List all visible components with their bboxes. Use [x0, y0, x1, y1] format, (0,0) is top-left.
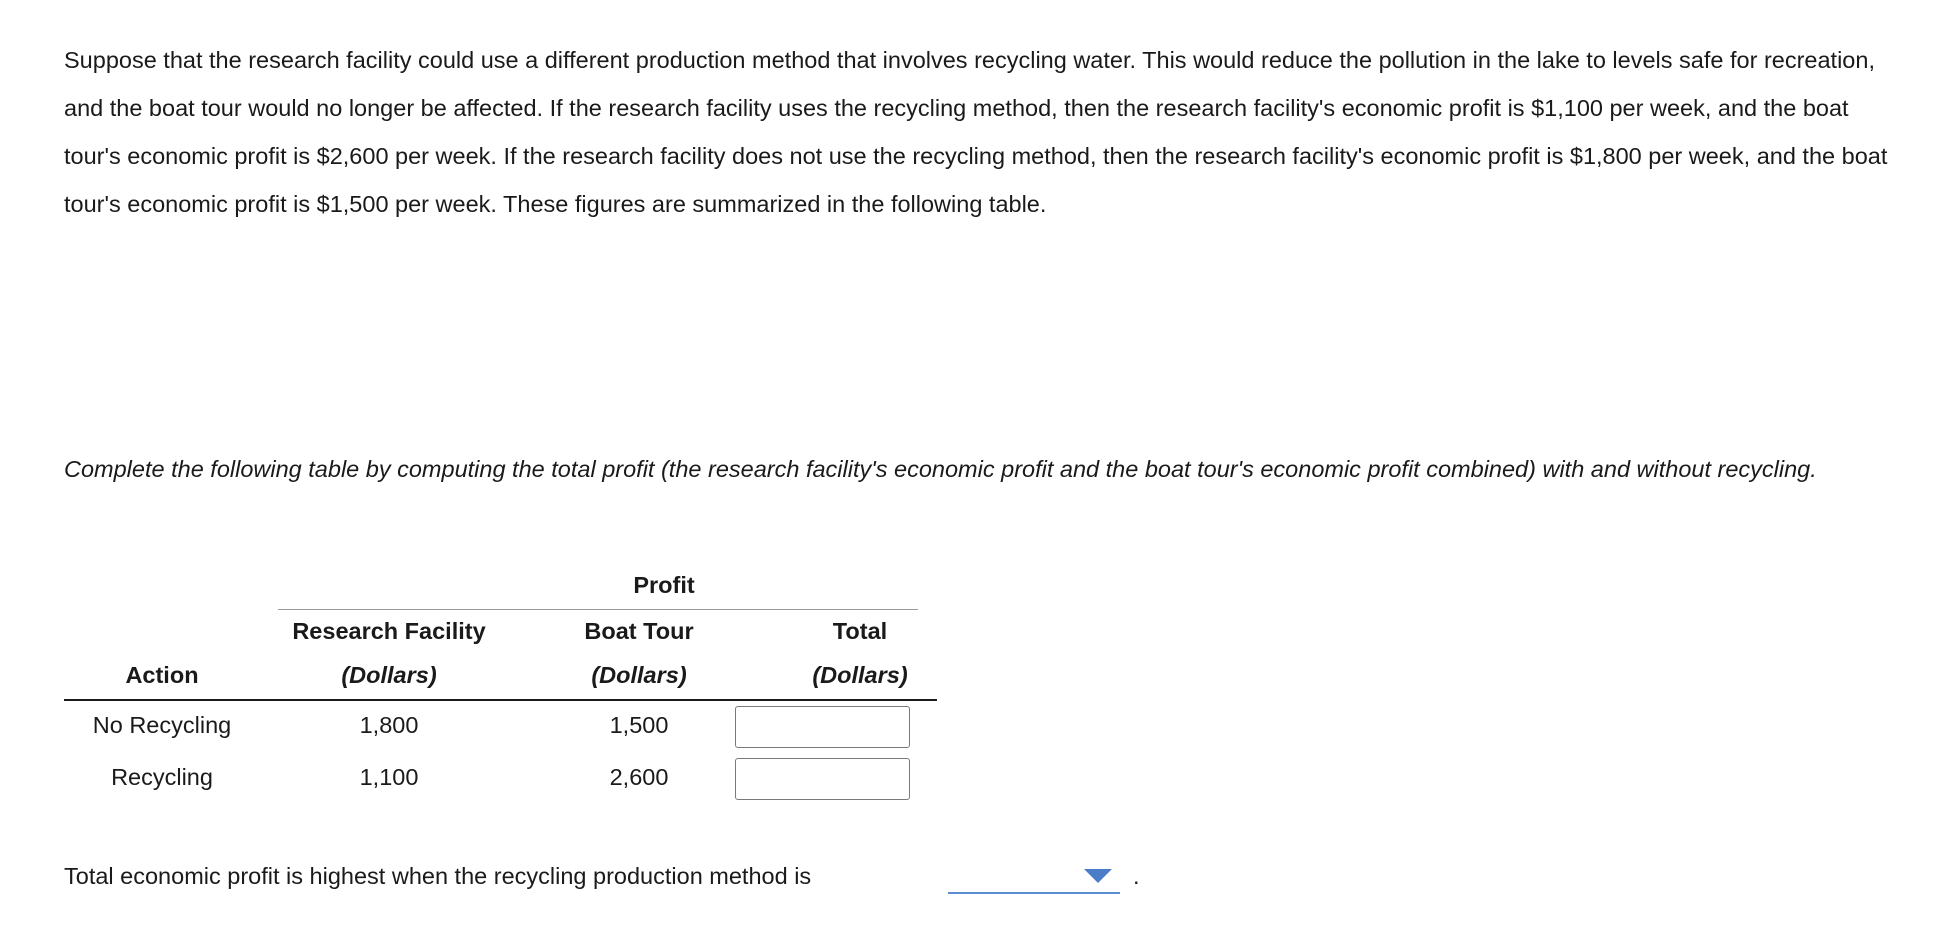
profit-group-header: Profit: [633, 572, 695, 598]
row-recycling-action: Recycling: [111, 764, 213, 790]
row-recycling-research-facility: 1,100: [359, 764, 419, 790]
header-divider: [64, 699, 937, 701]
row-no-recycling-boat-tour: 1,500: [609, 712, 669, 738]
column-unit-boat-tour: (Dollars): [591, 662, 687, 688]
row-recycling-boat-tour: 2,600: [609, 764, 669, 790]
question-period: .: [1133, 863, 1140, 889]
group-header-underline: [278, 609, 918, 610]
total-input-no-recycling[interactable]: [735, 706, 910, 748]
profit-table: [64, 560, 939, 810]
instruction-paragraph: Complete the following table by computing the total profit (the research facility's economic profit and the boat tour's economic profit combined) with and without recycling.: [64, 456, 1817, 482]
recycling-method-dropdown[interactable]: [948, 858, 1120, 894]
row-no-recycling-action: No Recycling: [92, 712, 232, 738]
question-text: Total economic profit is highest when the recycling production method is: [64, 863, 812, 889]
column-header-boat-tour: Boat Tour: [584, 618, 694, 644]
row-no-recycling-research-facility: 1,800: [359, 712, 419, 738]
caret-down-icon[interactable]: [1084, 869, 1112, 883]
total-input-recycling[interactable]: [735, 758, 910, 800]
column-header-action: Action: [125, 662, 199, 688]
intro-paragraph: Suppose that the research facility could use a different production method that involves recycling water. This would reduce the pollution in the lake to levels safe for recreation, and the boat tour would no longer be affected. If the research facility uses the recycling method, then the research facility's economic profit is $1,100 per week, and the boat tour's economic profit is $2,600 per week. If the research facility does not use the recycling method, then the research facility's economic profit is $1,800 per week, and the boat tour's economic profit is $1,500 per week. These figures are summarized in the following table.: [64, 47, 1888, 217]
column-unit-total: (Dollars): [812, 662, 908, 688]
column-header-total: Total: [832, 618, 888, 644]
column-header-research-facility: Research Facility: [292, 618, 486, 644]
column-unit-research-facility: (Dollars): [341, 662, 437, 688]
